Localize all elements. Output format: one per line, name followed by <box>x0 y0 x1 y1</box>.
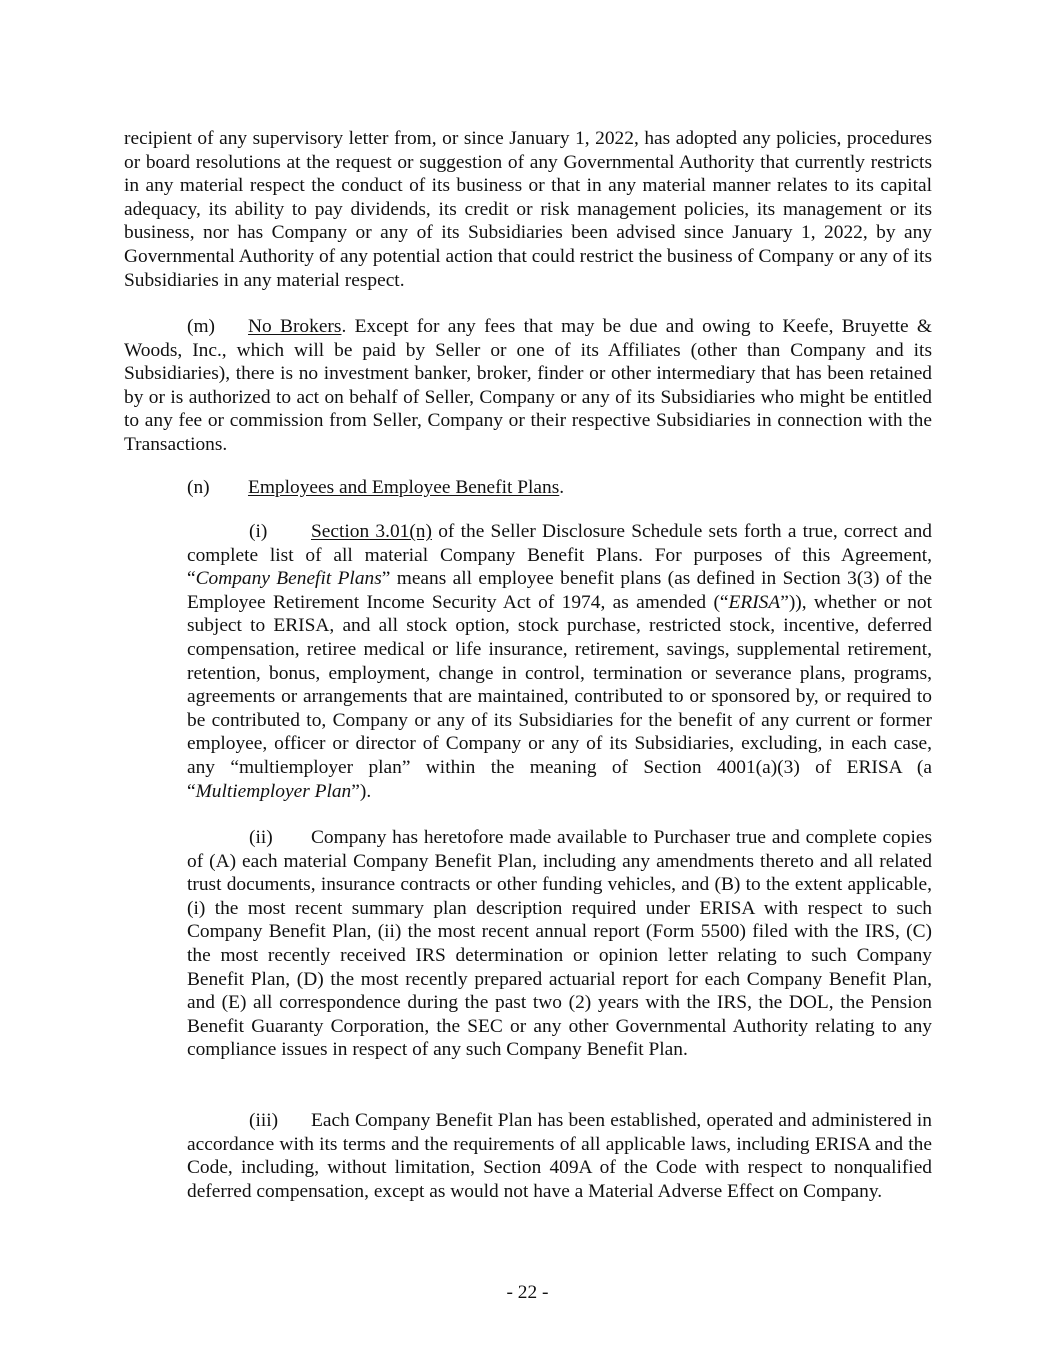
subsection-iii <box>187 1109 932 1203</box>
section-n-employee-benefit-plans <box>187 476 932 500</box>
subsection-number: (ii) <box>249 827 273 848</box>
heading-period: . <box>559 477 565 498</box>
continuation-paragraph: recipient of any supervisory letter from, or since January 1, 2022, has adopted any policies, procedures or board resolutions at the request or suggestion of any Governmental Authority that currently restricts in any material respect the conduct of its business or that in any material manner relates to its capital adequacy, its ability to pay dividends, its credit or risk management policies, its management or its business, nor has Company or any of its Subsidiaries been advised since January 1, 2022, by any Governmental Authority of any potential action that could restrict the business of Company or any of its Subsidiaries in any material respect. <box>124 128 932 291</box>
section-heading: Employees and Employee Benefit Plans <box>248 477 560 498</box>
section-body: . Except for any fees that may be due and owing to Keefe, Bruyette & Woods, Inc., which will be paid by Seller or one of its Affiliates (other than Company and its Subsidiaries), there is no investment banker, broker, finder or other intermediary that has been retained by or is authorized to act on behalf of Seller, Company or any of its Subsidiaries who might be entitled to any fee or commission from Seller, Company or their respective Subsidiaries in connection with the Transactions. <box>124 316 933 455</box>
body-text: ”)), whether or not subject to ERISA, and all stock option, stock purchase, restricted stock, incentive, deferred compensation, retiree medical or life insurance, retirement, savings, supplemental retirement, retention, bonus, employment, change in control, termination or severance plans, programs, agreements or arrangements that are maintained, contributed to or sponsored by, or required to be contributed to, Company or any of its Subsidiaries for the benefit of any current or former employee, officer or director of Company or any of its Subsidiaries, excluding, in each case, any “multiemployer plan” within the meaning of Section 4001(a)(3) of ERISA (a “ <box>187 591 932 802</box>
subsection-ii <box>187 826 932 1062</box>
body-text: ” means all employee benefit plans (as defined in Section 3(3) of the Employee Retirement Income Security Act of 1974, as amended (“ <box>187 568 933 613</box>
body-text: Company has heretofore made available to Purchaser true and complete copies of (A) each material Company Benefit Plan, including any amendments thereto and all related trust documents, insurance contracts or other funding vehicles, and (B) to the extent applicable, (i) the most recent summary plan description required under ERISA with respect to such Company Benefit Plan, (ii) the most recent annual report (Form 5500) filed with the IRS, (C) the most recently received IRS determination or opinion letter relating to such Company Benefit Plan, (D) the most recently prepared actuarial report for each Company Benefit Plan, and (E) all correspondence during the past two (2) years with the IRS, the DOL, the Pension Benefit Guaranty Corporation, the SEC or any other Governmental Authority relating to any compliance issues in respect of any such Company Benefit Plan. <box>187 827 932 1061</box>
section-number: (m) <box>187 316 215 337</box>
body-text: of the Seller Disclosure Schedule sets forth a true, correct and complete list of all material Company Benefit Plans. For purposes of this Agreement, “ <box>187 521 932 590</box>
section-reference: Section 3.01(n) <box>311 521 432 542</box>
section-heading: No Brokers <box>248 316 342 337</box>
body-text: ”). <box>351 780 372 802</box>
section-m-no-brokers <box>124 315 932 457</box>
subsection-i <box>187 520 932 803</box>
body-text: Each Company Benefit Plan has been established, operated and administered in accordance with its terms and the requirements of all applicable laws, including ERISA and the Code, including, without limitation, Section 409A of the Code with respect to nonqualified deferred compensation, except as would not have a Material Adverse Effect on Company. <box>187 1110 932 1202</box>
section-number: (n) <box>187 477 210 498</box>
page-number: - 22 - <box>506 1282 549 1303</box>
subsection-number: (iii) <box>249 1110 279 1131</box>
subsection-number: (i) <box>249 521 268 542</box>
defined-term: ERISA <box>728 591 781 613</box>
defined-term: Company Benefit Plans <box>195 568 382 590</box>
defined-term: Multiemployer Plan <box>195 780 352 802</box>
